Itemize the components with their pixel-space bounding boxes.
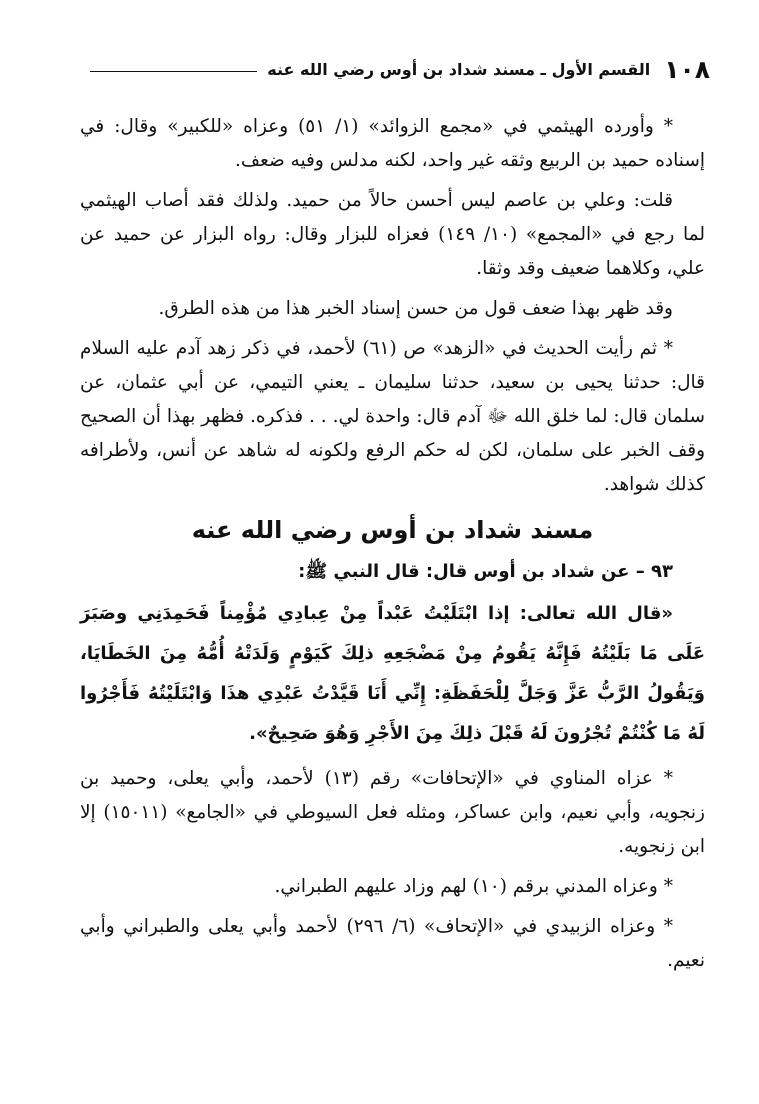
paragraph-ali-bin-asim: قلت: وعلي بن عاصم ليس أحسن حالاً من حميد. ولذلك فقد أصاب الهيثمي لما رجع في «المجمع» (١٠/ ١٤٩) فعزاه للبزار وقال: رواه البزار عن حميد عن علي، وكلاهما ضعيف وقد وثقا. [80, 190, 705, 279]
hadith-heading: ٩٣ – عن شداد بن أوس قال: قال النبي ﷺ: [298, 561, 673, 582]
paragraph-haythami-zawaid: * وأورده الهيثمي في «مجمع الزوائد» (١/ ٥١) وعزاه «للكبير» وقال: في إسناده حميد بن الربيع وثقه غير واحد، لكنه مدلس وفيه ضعف. [80, 116, 705, 171]
paragraph-zabidi: * وعزاه الزبيدي في «الإتحاف» (٦/ ٢٩٦) لأحمد وأبي يعلى والطبراني وأبي نعيم. [80, 916, 705, 971]
header-rule [90, 71, 257, 72]
running-title: القسم الأول ـ مسند شداد بن أوس رضي الله عنه [267, 59, 651, 79]
section-title: مسند شداد بن أوس رضي الله عنه [191, 516, 594, 544]
paragraph-munawi: * عزاه المناوي في «الإتحافات» رقم (١٣) لأحمد، وأبي يعلى، وحميد بن زنجويه، وأبي نعيم، وابن عساكر، ومثله فعل السيوطي في «الجامع» (١٥٠١١) إلا ابن زنجويه. [80, 768, 705, 857]
paragraph-zuhd-reference: * ثم رأيت الحديث في «الزهد» ص (٦١) لأحمد، في ذكر زهد آدم عليه السلام قال: حدثنا يحيى بن سعيد، حدثنا سليمان ـ يعني التيمي، عن أبي عثمان، عن سلمان قال: لما خلق الله ﷻ آدم قال: واحدة لي. . . فذكره. فظهر بهذا أن الصحيح وقف الخبر على سلمان، لكن له حكم الرفع ولكونه له شاهد عن أنس، ولأطرافه كذلك شواهد. [80, 338, 705, 495]
hadith-text: «قال الله تعالى: إذا ابْتَلَيْتُ عَبْداً مِنْ عِبادِي مُؤْمِناً فَحَمِدَنِي وصَبَرَ عَلَى مَا بَلَيْتُهُ فَإِنَّهُ يَقُومُ مِنْ مَضْجَعِهِ ذلِكَ كَيَوْمٍ وَلَدَتْهُ أُمُّهُ مِنَ الخَطَايَا، وَيَقُولُ الرَّبُّ عَزَّ وَجَلَّ لِلْحَفَظَةِ: إِنِّي أَنَا قَيَّدْتُ عَبْدِي هذَا وَابْتَلَيْتُهُ فَأَجْرُوا لَهُ مَا كُنْتُمْ تُجْرُونَ لَهُ قَبْلَ ذلِكَ مِنَ الأَجْرِ وَهُوَ صَحِيحٌ». [80, 603, 705, 744]
page-header [90, 52, 710, 86]
page-body [80, 110, 705, 984]
paragraph-weakness-conclusion: وقد ظهر بهذا ضعف قول من حسن إسناد الخبر هذا من هذه الطرق. [158, 298, 673, 319]
page-number: ١٠٨ [664, 54, 710, 84]
paragraph-madani: * وعزاه المدني برقم (١٠) لهم وزاد عليهم الطبراني. [274, 876, 673, 897]
